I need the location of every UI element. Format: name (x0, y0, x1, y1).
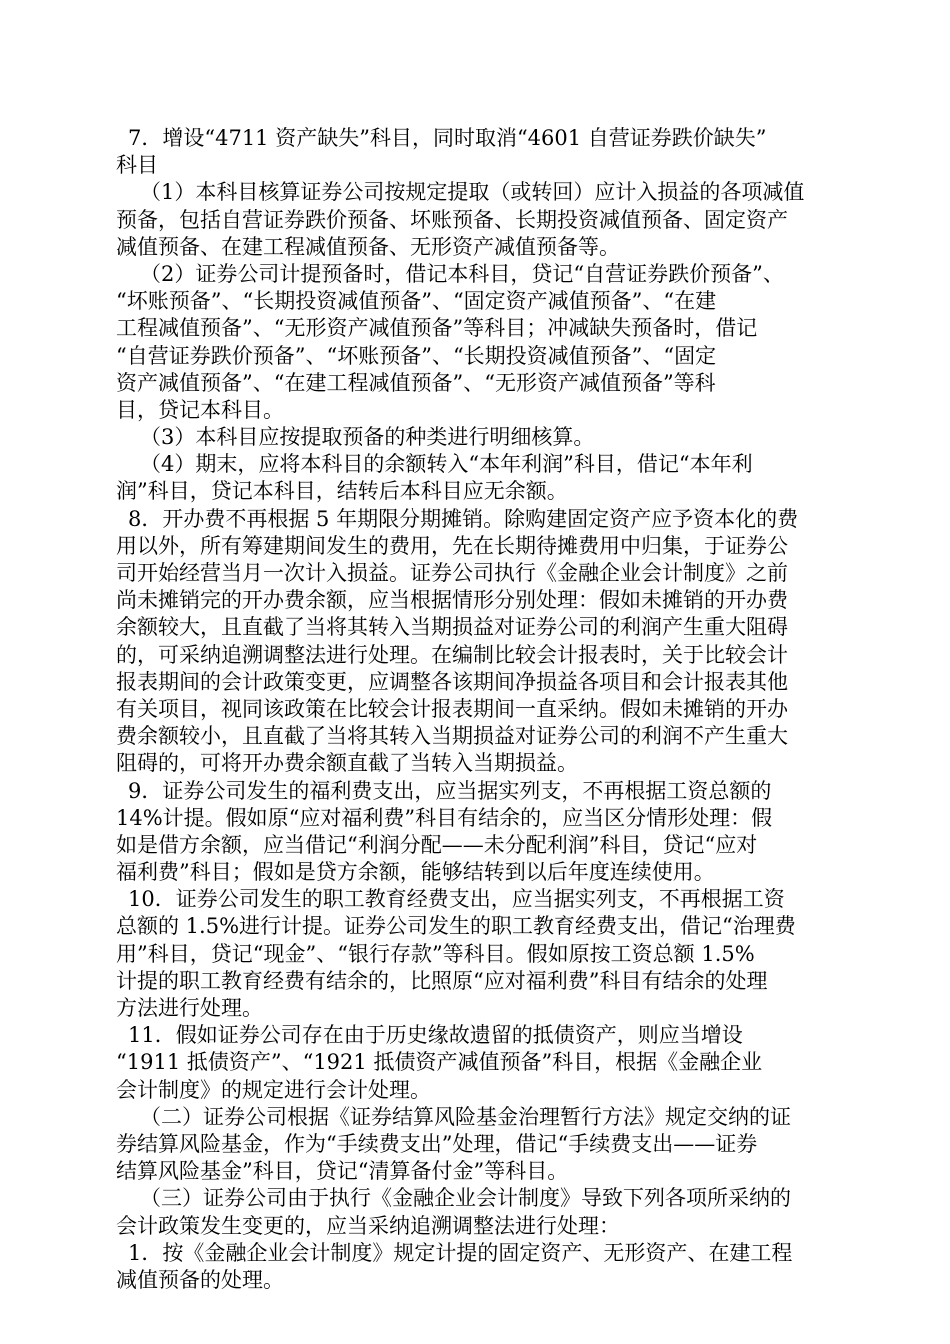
text-line: 资产减值预备”、“在建工程减值预备”、“无形资产减值预备”等科 (116, 370, 716, 395)
text-line: 福利费”科目；假如是贷方余额，能够结转到以后年度连续使用。 (116, 860, 715, 885)
text-line: 会计政策发生变更的，应当采纳追溯调整法进行处理： (116, 1213, 620, 1238)
document-body (116, 125, 836, 1294)
text-line: 9．证券公司发生的福利费支出，应当据实列支，不再根据工资总额的 (128, 778, 772, 803)
text-line: 11．假如证券公司存在由于历史缘故遗留的抵债资产，则应当增设 (128, 1023, 743, 1048)
text-line: 的，可采纳追溯调整法进行处理。在编制比较会计报表时，关于比较会计 (116, 642, 788, 667)
text-line: 方法进行处理。 (116, 996, 263, 1020)
text-line: “坏账预备”、“长期投资减值预备”、“固定资产减值预备”、“在建 (116, 289, 717, 314)
text-line: 目，贷记本科目。 (116, 397, 284, 422)
text-line: 1．按《金融企业会计制度》规定计提的固定资产、无形资产、在建工程 (128, 1240, 793, 1265)
text-line: “自营证券跌价预备”、“坏账预备”、“长期投资减值预备”、“固定 (116, 343, 717, 368)
text-line: 计提的职工教育经费有结余的，比照原“应对福利费”科目有结余的处理 (116, 968, 768, 993)
text-line: 减值预备、在建工程减值预备、无形资产减值预备等。 (116, 234, 620, 259)
text-line: 14%计提。假如原“应对福利费”科目有结余的，应当区分情形处理：假 (116, 805, 773, 830)
text-line: 阻碍的，可将开办费余额直截了当转入当期损益。 (116, 751, 578, 776)
text-line: 用以外，所有筹建期间发生的费用，先在长期待摊费用中归集，于证券公 (116, 533, 788, 558)
text-line: （3）本科目应按提取预备的种类进行明细核算。 (140, 425, 595, 450)
text-line: 8．开办费不再根据 5 年期限分期摊销。除购建固定资产应予资本化的费 (128, 506, 799, 531)
text-line: 司开始经营当月一次计入损益。证券公司执行《金融企业会计制度》之前 (116, 561, 788, 585)
text-line: 如是借方余额，应当借记“利润分配——未分配利润”科目，贷记“应对 (116, 832, 758, 857)
text-line: 总额的 1.5%进行计提。证券公司发生的职工教育经费支出，借记“治理费 (116, 914, 796, 939)
text-line: （4）期末，应将本科目的余额转入“本年利润”科目，借记“本年利 (140, 452, 753, 477)
text-line: （2）证券公司计提预备时，借记本科目，贷记“自营证券跌价预备”、 (140, 261, 784, 286)
text-line: 10．证券公司发生的职工教育经费支出，应当据实列支，不再根据工资 (128, 887, 785, 912)
text-line: 工程减值预备”、“无形资产减值预备”等科目；冲减缺失预备时，借记 (116, 316, 758, 341)
text-line: 券结算风险基金，作为“手续费支出”处理，借记“手续费支出——证券 (116, 1131, 758, 1156)
text-line: “1911 抵债资产”、“1921 抵债资产减值预备”科目，根据《金融企业 (116, 1050, 763, 1075)
text-line: 报表期间的会计政策变更，应调整各该期间净损益各项目和会计报表其他 (116, 669, 788, 694)
text-line: 用”科目，贷记“现金”、“银行存款”等科目。假如原按工资总额 1.5% (116, 941, 755, 966)
text-line: 尚未摊销完的开办费余额，应当根据情形分别处理：假如未摊销的开办费 (116, 588, 788, 613)
text-line: 科目 (116, 153, 158, 178)
text-line: 会计制度》的规定进行会计处理。 (116, 1077, 431, 1102)
text-line: 费余额较小，且直截了当将其转入当期损益对证券公司的利润不产生重大 (116, 724, 788, 749)
text-line: 结算风险基金”科目，贷记“清算备付金”等科目。 (116, 1159, 569, 1184)
text-line: 减值预备的处理。 (116, 1267, 284, 1292)
text-line: 润”科目，贷记本科目，结转后本科目应无余额。 (116, 479, 568, 504)
text-line: （三）证券公司由于执行《金融企业会计制度》导致下列各项所采纳的 (140, 1186, 791, 1211)
text-line: （1）本科目核算证券公司按规定提取（或转回）应计入损益的各项减值 (140, 180, 805, 205)
text-line: （二）证券公司根据《证券结算风险基金治理暂行方法》规定交纳的证 (140, 1104, 791, 1129)
text-line: 余额较大，且直截了当将其转入当期损益对证券公司的利润产生重大阻碍 (116, 615, 788, 640)
text-line: 预备，包括自营证券跌价预备、坏账预备、长期投资减值预备、固定资产 (116, 207, 788, 232)
text-line: 有关项目，视同该政策在比较会计报表期间一直采纳。假如未摊销的开办 (116, 696, 788, 721)
text-line: 7．增设“4711 资产缺失”科目，同时取消“4601 自营证券跌价缺失” (128, 126, 767, 150)
